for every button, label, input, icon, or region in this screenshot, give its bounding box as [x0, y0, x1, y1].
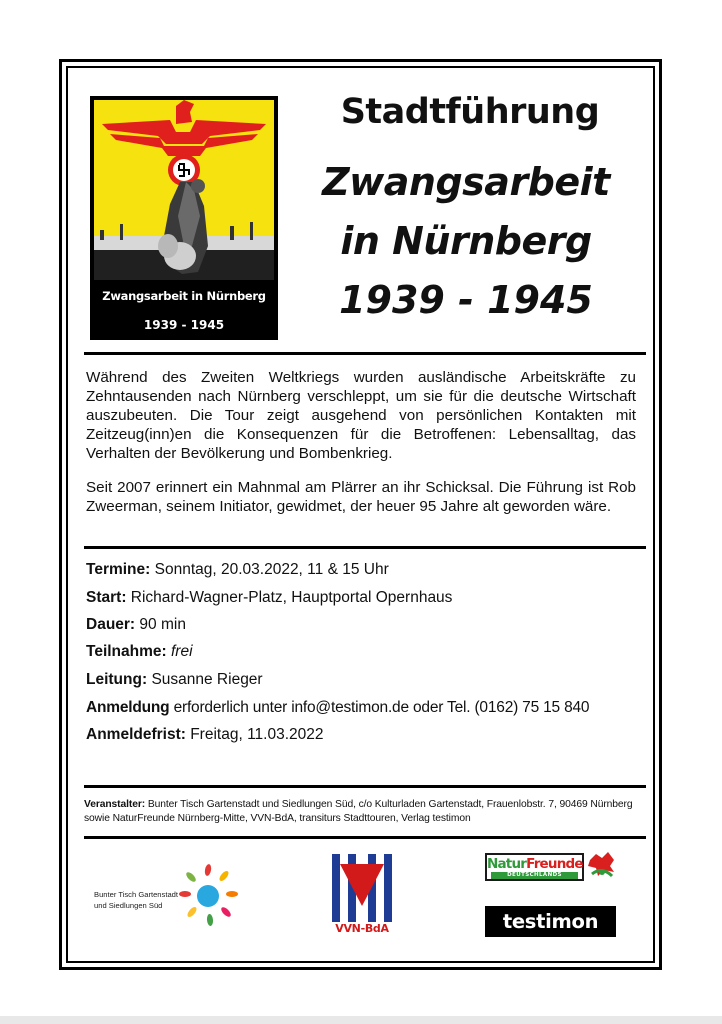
poster-caption-title: Zwangsarbeit in Nürnberg [102, 289, 266, 303]
title-in-nuernberg: in Nürnberg [340, 219, 592, 263]
page-bottom-strip [0, 1016, 722, 1024]
naturfreunde-handshake-icon [586, 850, 618, 884]
detail-anmeldung-value: erforderlich unter info@testimon.de oder Tel. (0162) 75 15 840 [173, 699, 590, 716]
detail-teilnahme-value: frei [170, 643, 193, 660]
title-years: 1939 - 1945 [339, 278, 593, 322]
organizers-text [84, 798, 644, 826]
vvn-bda-label: VVN-BdA [335, 922, 389, 935]
title-zwangsarbeit: Zwangsarbeit [322, 160, 610, 204]
organizers-value: Bunter Tisch Gartenstadt und Siedlungen Süd, c/o Kulturladen Gartenstadt, Frauenlobstr. 7, 90469 Nürnberg sowie NaturFreunde Nürnberg-Mitte, VVN-BdA, transiturs Stadttouren, Verlag testimon [84, 799, 633, 824]
divider-organizers-bottom [84, 836, 646, 839]
detail-start-value: Richard-Wagner-Platz, Hauptportal Opernhaus [130, 589, 453, 606]
detail-leitung [86, 671, 646, 689]
detail-start [86, 589, 646, 607]
bunter-tisch-sun-icon [178, 862, 238, 926]
naturfreunde-logo [485, 853, 584, 881]
detail-teilnahme [86, 643, 646, 661]
logo-bunter-tisch-text [94, 889, 178, 911]
title-stadtfuehrung: Stadtführung [340, 92, 600, 132]
naturfreunde-sub: DEUTSCHLANDS [507, 871, 562, 878]
logo-bunter-tisch-line1: Bunter Tisch Gartenstadt [94, 890, 178, 899]
detail-anmeldung-label: Anmeldung [86, 699, 170, 716]
divider-top [84, 352, 646, 355]
detail-anmeldefrist [86, 726, 646, 744]
detail-termine [86, 561, 646, 579]
detail-anmeldefrist-label: Anmeldefrist: [86, 726, 186, 743]
poster-illustration [90, 96, 278, 340]
naturfreunde-wordmark [487, 856, 582, 872]
detail-start-label: Start: [86, 589, 127, 606]
divider-middle [84, 546, 646, 549]
testimon-logo: testimon [485, 906, 616, 937]
detail-dauer-label: Dauer: [86, 616, 136, 633]
detail-teilnahme-label: Teilnahme: [86, 643, 167, 660]
detail-termine-value: Sonntag, 20.03.2022, 11 & 15 Uhr [154, 561, 389, 578]
divider-organizers-top [84, 785, 646, 788]
detail-anmeldefrist-value: Freitag, 11.03.2022 [190, 726, 324, 743]
organizers-label: Veranstalter: [84, 799, 146, 810]
detail-leitung-label: Leitung: [86, 671, 148, 688]
detail-anmeldung [86, 699, 646, 717]
naturfreunde-natur: Natur [487, 856, 527, 872]
poster-image [90, 96, 278, 340]
detail-dauer [86, 616, 646, 634]
detail-leitung-value: Susanne Rieger [151, 671, 263, 688]
description-paragraph-1: Während des Zweiten Weltkriegs wurden ausländische Arbeitskräfte zu Zehntausenden nach Nürnberg verschleppt, um sie für die deutsche Wirtschaft auszubeuten. Die Tour zeigt ausgehend von persönlichen Kontakten mit Zeitzeug(inn)en die Konsequenzen für die Betroffenen: Lebensalltag, das Verhalten der Bevölkerung und Bombenkrieg. [86, 369, 636, 462]
detail-dauer-value: 90 min [139, 616, 186, 633]
detail-termine-label: Termine: [86, 561, 151, 578]
description-paragraph-2: Seit 2007 erinnert ein Mahnmal am Plärrer an ihr Schicksal. Die Führung ist Rob Zweerman, seinem Initiator, gewidmet, der heuer 95 Jahre alt geworden wäre. [86, 479, 636, 515]
naturfreunde-freunde: Freunde [526, 856, 583, 872]
poster-caption-years: 1939 - 1945 [143, 318, 225, 332]
logo-bunter-tisch-line2: und Siedlungen Süd [94, 901, 163, 910]
